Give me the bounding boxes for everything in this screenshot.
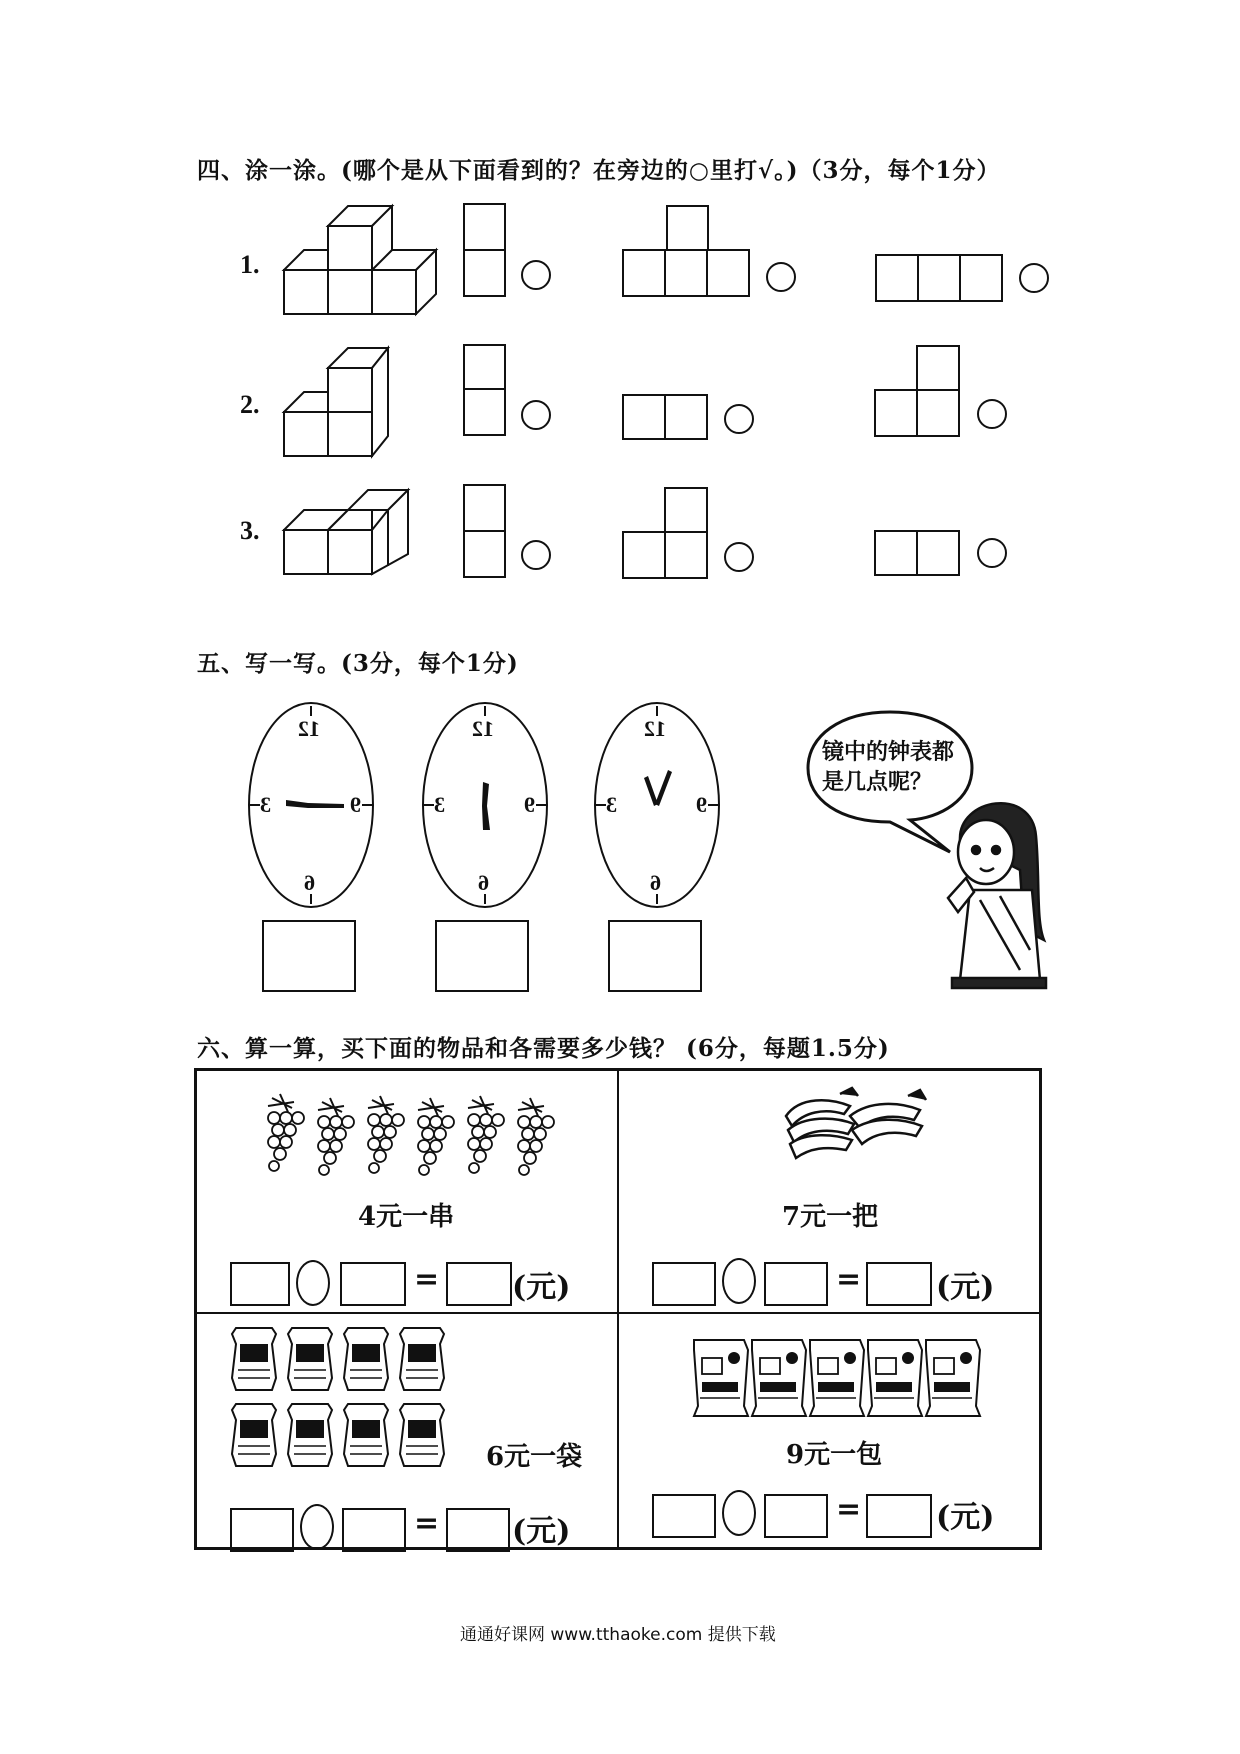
q1-option3-circle[interactable] bbox=[1019, 263, 1049, 293]
clock-2-nine: 9 bbox=[524, 792, 535, 817]
clock-3-three: 3 bbox=[606, 792, 617, 817]
cell4-result[interactable] bbox=[866, 1494, 932, 1538]
q2-option1-top bbox=[463, 344, 506, 390]
cell4-input-2[interactable] bbox=[764, 1494, 828, 1538]
section5-heading: 五、写一写。(3分，每个1分) bbox=[197, 650, 519, 677]
cell3-equals: = bbox=[414, 1506, 440, 1541]
clock-2-six: 6 bbox=[478, 870, 489, 895]
table-vertical-divider bbox=[617, 1071, 619, 1547]
cell1-operator-circle[interactable] bbox=[296, 1260, 330, 1306]
q2-option1-bottom bbox=[463, 388, 506, 436]
q2-option2-circle[interactable] bbox=[724, 404, 754, 434]
q3-option3-circle[interactable] bbox=[977, 538, 1007, 568]
footer-text: 通通好课网 www.tthaoke.com 提供下载 bbox=[460, 1625, 776, 1645]
clock-3-nine: 9 bbox=[696, 792, 707, 817]
q3-option2-circle[interactable] bbox=[724, 542, 754, 572]
cell2-operator-circle[interactable] bbox=[722, 1258, 756, 1304]
q3-option1-top bbox=[463, 484, 506, 532]
speech-line-1: 镜中的钟表都 bbox=[822, 739, 955, 765]
q1-option2-circle[interactable] bbox=[766, 262, 796, 292]
cell4-unit: (元) bbox=[936, 1500, 995, 1535]
clock-1-six: 6 bbox=[304, 870, 315, 895]
table-horizontal-divider bbox=[197, 1312, 1039, 1314]
cell4-operator-circle[interactable] bbox=[722, 1490, 756, 1536]
girl-illustration bbox=[940, 780, 1050, 995]
q1-option2-mid bbox=[664, 249, 708, 297]
q1-cube-figure bbox=[280, 188, 440, 318]
clock-1 bbox=[246, 700, 376, 910]
q2-option2-left bbox=[622, 394, 666, 440]
q1-option1-top bbox=[463, 203, 506, 251]
cell1-input-2[interactable] bbox=[340, 1262, 406, 1306]
clock-1-three: 3 bbox=[260, 792, 271, 817]
clock-3-six: 6 bbox=[650, 870, 661, 895]
q3-cube-figure bbox=[280, 480, 420, 580]
clock-2 bbox=[420, 700, 550, 910]
cell3-unit: (元) bbox=[512, 1514, 571, 1549]
clock-3-twelve: 12 bbox=[644, 716, 666, 741]
cell1-input-1[interactable] bbox=[230, 1262, 290, 1306]
clock-2-three: 3 bbox=[434, 792, 445, 817]
cell3-result[interactable] bbox=[446, 1508, 510, 1552]
cell4-equals: = bbox=[836, 1492, 862, 1527]
q1-option1-bottom bbox=[463, 249, 506, 297]
clock-1-answer-box[interactable] bbox=[262, 920, 356, 992]
q2-option3-left bbox=[874, 389, 918, 437]
q3-option1-circle[interactable] bbox=[521, 540, 551, 570]
cell2-equals: = bbox=[836, 1262, 862, 1297]
cell2-input-1[interactable] bbox=[652, 1262, 716, 1306]
q1-option1-circle[interactable] bbox=[521, 260, 551, 290]
bananas-price: 7元一把 bbox=[782, 1202, 879, 1232]
section6-heading: 六、算一算，买下面的物品和各需要多少钱？ (6分，每题1.5分) bbox=[197, 1035, 890, 1062]
bags-image bbox=[226, 1320, 456, 1470]
q2-option3-top bbox=[916, 345, 960, 391]
bananas-image bbox=[780, 1086, 930, 1176]
clock-2-answer-box[interactable] bbox=[435, 920, 529, 992]
speech-text bbox=[822, 737, 954, 797]
q1-option3-right bbox=[959, 254, 1003, 302]
q1-option2-left bbox=[622, 249, 666, 297]
q2-cube-figure bbox=[280, 342, 400, 462]
cell4-input-1[interactable] bbox=[652, 1494, 716, 1538]
cell1-result[interactable] bbox=[446, 1262, 512, 1306]
question-3-number: 3. bbox=[240, 516, 260, 545]
section4-heading: 四、涂一涂。(哪个是从下面看到的？在旁边的○里打√。)（3分，每个1分） bbox=[197, 157, 1001, 184]
cell2-unit: (元) bbox=[936, 1270, 995, 1305]
q3-option2-right bbox=[664, 531, 708, 579]
q3-option2-top bbox=[664, 487, 708, 533]
cell2-input-2[interactable] bbox=[764, 1262, 828, 1306]
speech-line-2: 是几点呢？ bbox=[822, 769, 933, 795]
cell3-input-2[interactable] bbox=[342, 1508, 406, 1552]
q2-option1-circle[interactable] bbox=[521, 400, 551, 430]
question-1-number: 1. bbox=[240, 250, 260, 279]
cell2-result[interactable] bbox=[866, 1262, 932, 1306]
clock-1-nine: 9 bbox=[350, 792, 361, 817]
clock-1-twelve: 12 bbox=[298, 716, 320, 741]
grapes-price: 4元一串 bbox=[358, 1202, 455, 1232]
cell1-equals: = bbox=[414, 1262, 440, 1297]
cell1-unit: (元) bbox=[512, 1270, 571, 1305]
cell3-input-1[interactable] bbox=[230, 1508, 294, 1552]
bags-price: 6元一袋 bbox=[486, 1442, 583, 1472]
q1-option3-mid bbox=[917, 254, 961, 302]
q1-option3-left bbox=[875, 254, 919, 302]
q2-option3-right bbox=[916, 389, 960, 437]
q1-option2-top bbox=[666, 205, 709, 251]
q2-option2-right bbox=[664, 394, 708, 440]
q1-option2-right bbox=[706, 249, 750, 297]
packs-image bbox=[690, 1334, 990, 1424]
q3-option1-bottom bbox=[463, 530, 506, 578]
question-2-number: 2. bbox=[240, 390, 260, 419]
q2-option3-circle[interactable] bbox=[977, 399, 1007, 429]
cell3-operator-circle[interactable] bbox=[300, 1504, 334, 1550]
clock-3 bbox=[592, 700, 722, 910]
grapes-image bbox=[260, 1090, 570, 1180]
q3-option3-left bbox=[874, 530, 918, 576]
packs-price: 9元一包 bbox=[786, 1440, 883, 1470]
q3-option2-left bbox=[622, 531, 666, 579]
q3-option3-right bbox=[916, 530, 960, 576]
clock-3-answer-box[interactable] bbox=[608, 920, 702, 992]
clock-2-twelve: 12 bbox=[472, 716, 494, 741]
